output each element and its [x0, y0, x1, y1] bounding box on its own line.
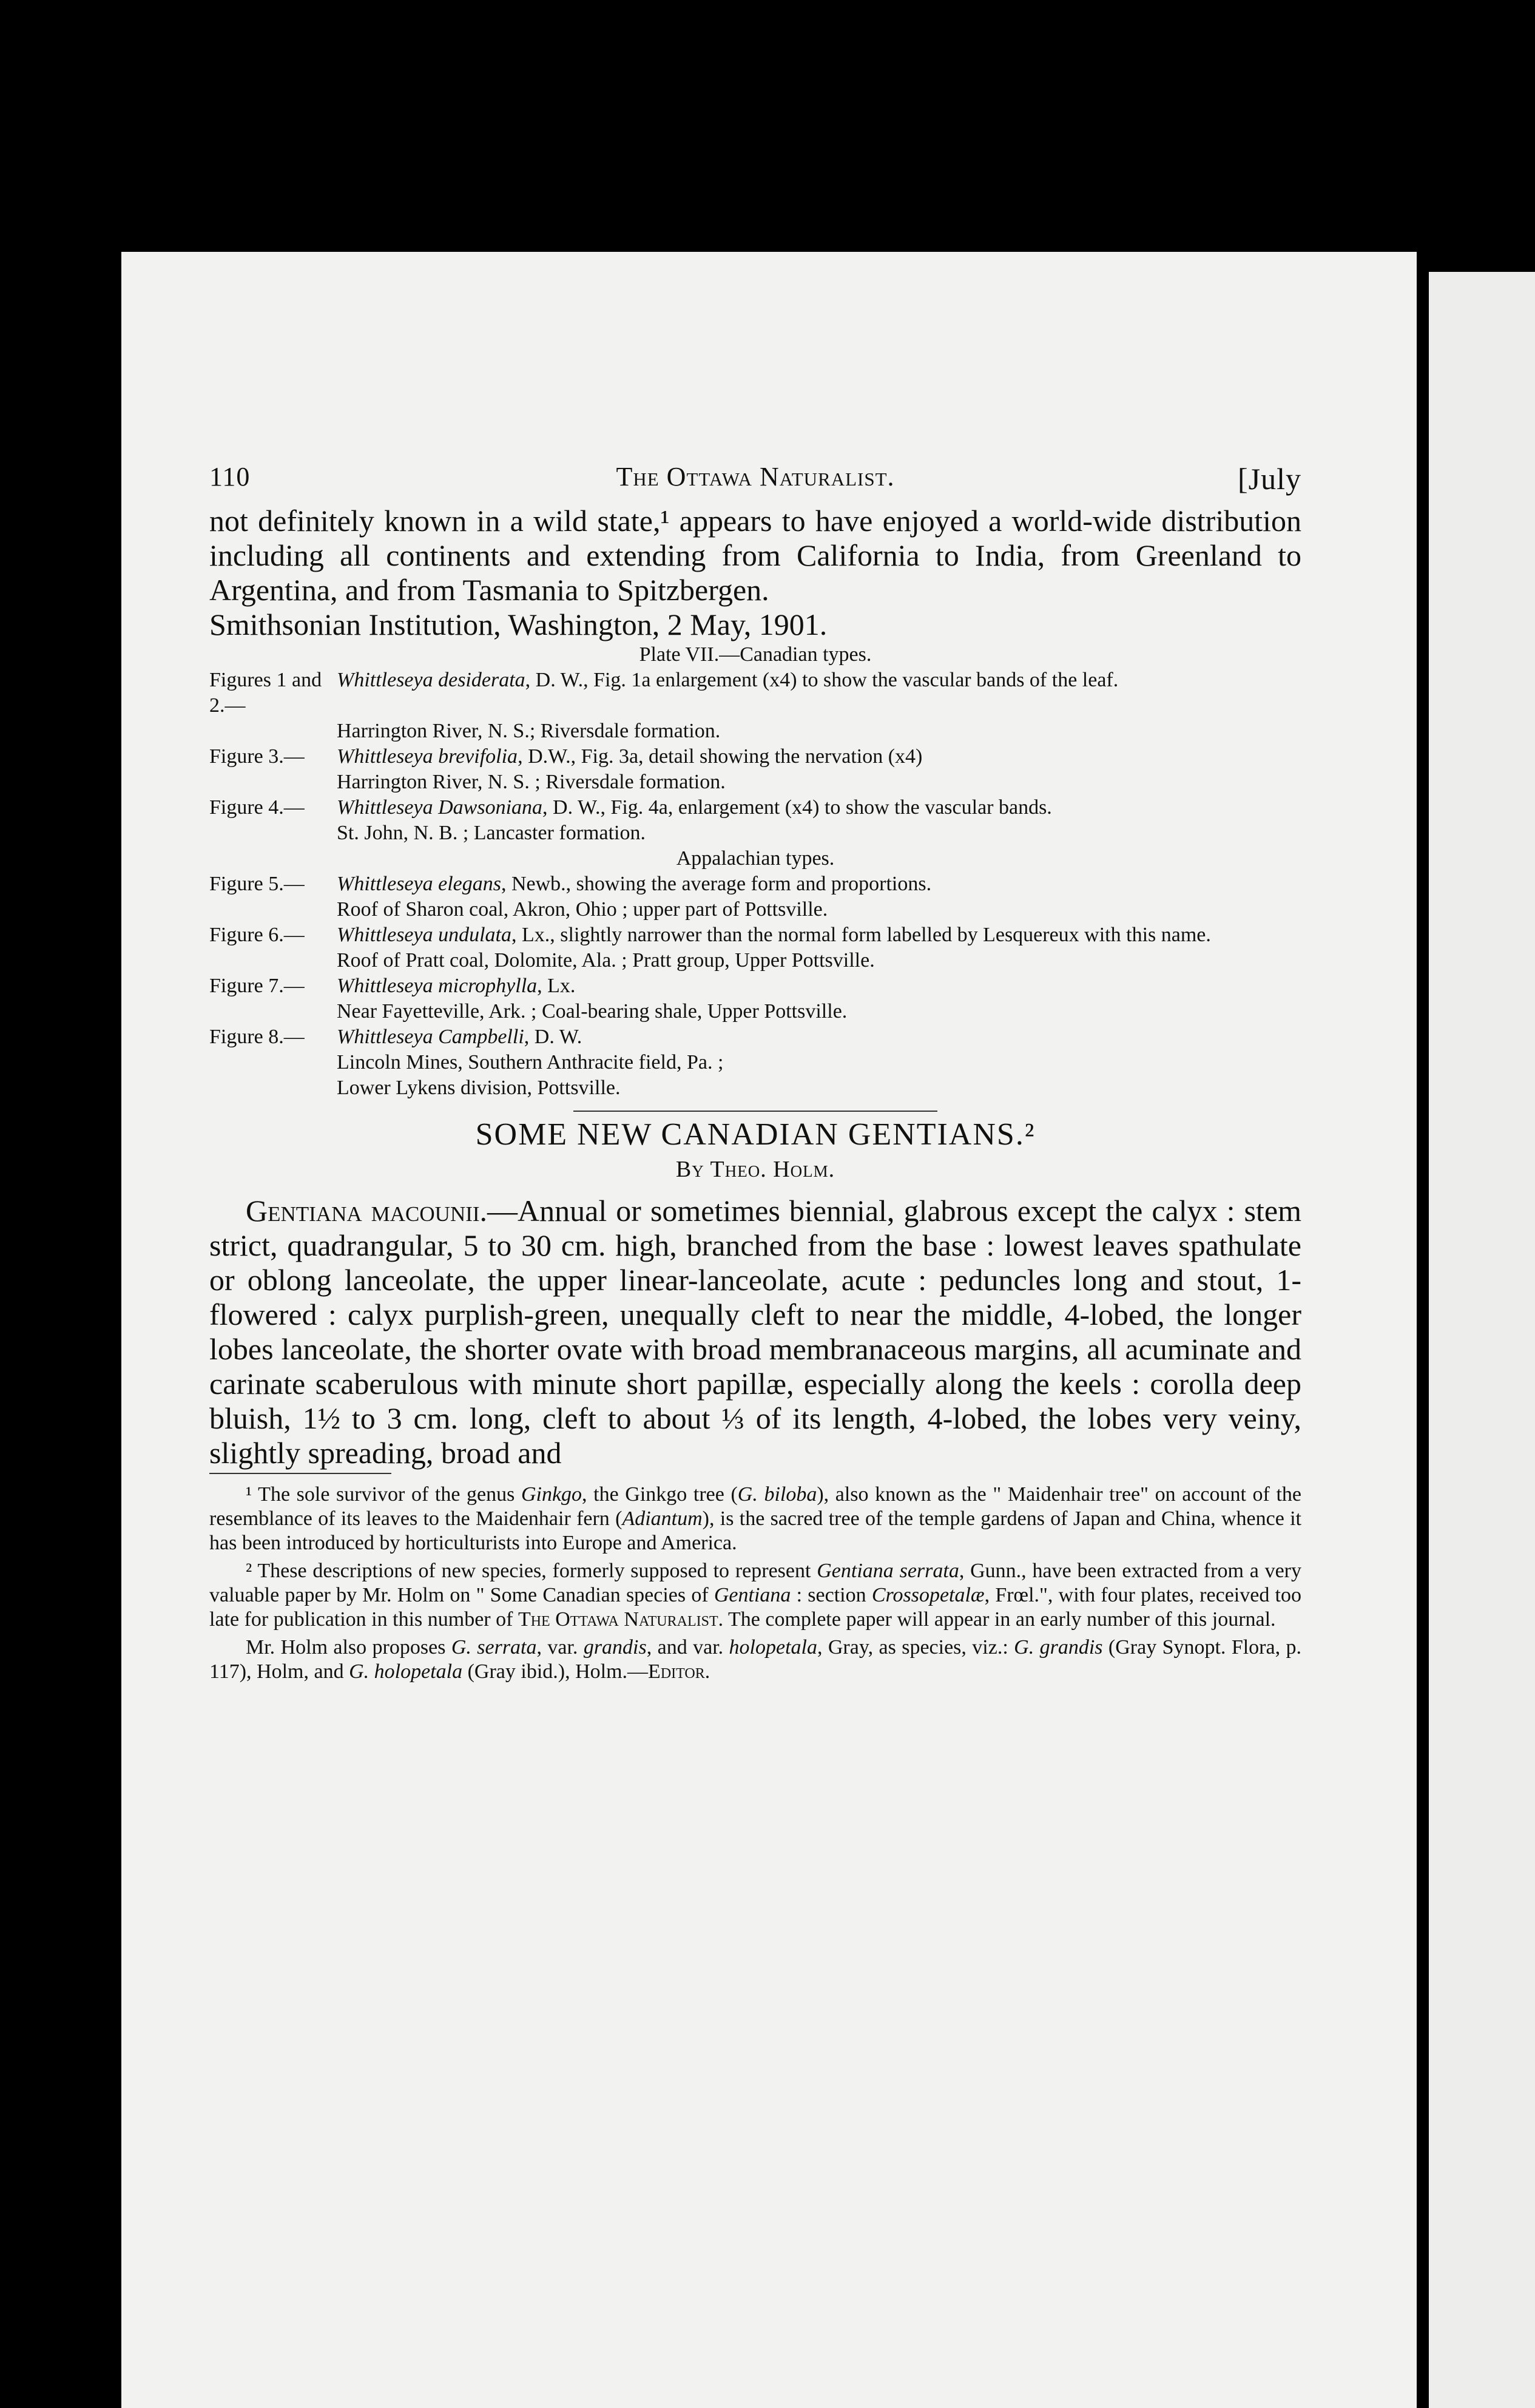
figure-entry: [209, 1024, 1301, 1050]
plate-title: Plate VII.—Canadian types.: [639, 643, 872, 666]
species-name: Whittleseya microphylla: [337, 975, 538, 997]
species-name: Whittleseya Campbelli: [337, 1026, 524, 1048]
footnote-2: ² These descriptions of new species, formerly supposed to represent Gentiana serrata, Gunn., have been extracted from a very valuable paper by Mr. Holm on " Some Canadian species of Gentiana : section Crossopetalæ, Frœl.", with four plates, received too late for publication in this number of The Ottawa Naturalist. The complete paper will appear in an early number of this journal.: [209, 1560, 1302, 1631]
figure-description: , Lx., slightly narrower than the normal form labelled by Lesquereux with this name.: [511, 924, 1211, 946]
figure-label: Figures 1 and 2.—: [209, 669, 322, 717]
page-number: 110: [209, 462, 251, 492]
figure-entry: [209, 871, 1301, 897]
plate-explanation: [209, 642, 1301, 1101]
article-byline: By Theo. Holm.: [675, 1157, 835, 1182]
species-name: Whittleseya elegans: [337, 873, 501, 895]
appalachian-title: Appalachian types.: [676, 847, 835, 870]
journal-title: The Ottawa Naturalist.: [616, 462, 895, 492]
footnote-1: ¹ The sole survivor of the genus Ginkgo, the Ginkgo tree (G. biloba), also known as the " Maidenhair tree" on account of the resemblance of its leaves to the Maidenhair fern (Adiantum), is the sacred tree of the temple gardens of Japan and China, whence it has been introduced by horticulturists into Europe and America.: [209, 1483, 1302, 1554]
figure-label: Figure 5.—: [209, 873, 305, 895]
footnote-divider: [209, 1473, 391, 1474]
page-content: [209, 461, 1301, 1688]
figure-locality: Harrington River, N. S.; Riversdale formation.: [337, 720, 721, 742]
adjacent-page-edge: [1429, 272, 1535, 2408]
running-header: [209, 461, 1301, 504]
species-name: Whittleseya undulata: [337, 924, 512, 946]
figure-locality: Near Fayetteville, Ark. ; Coal-bearing shale, Upper Pottsville.: [337, 1000, 848, 1023]
figure-description: , Lx.: [537, 975, 576, 997]
figure-entry: [209, 668, 1301, 719]
figure-entry: [209, 795, 1301, 820]
footnotes: [209, 1483, 1301, 1684]
figure-locality: Harrington River, N. S. ; Riversdale formation.: [337, 771, 726, 793]
article-paragraph: [209, 1194, 1301, 1470]
figure-label: Figure 8.—: [209, 1026, 305, 1048]
figure-locality: St. John, N. B. ; Lancaster formation.: [337, 822, 646, 844]
figure-label: Figure 7.—: [209, 975, 305, 997]
figure-description: , Newb., showing the average form and proportions.: [501, 873, 932, 895]
footnote-3: Mr. Holm also proposes G. serrata, var. grandis, and var. holopetala, Gray, as species, viz.: G. grandis (Gray Synopt. Flora, p. 117), Holm, and G. holopetala (Gray ibid.), Holm.—Editor.: [209, 1636, 1301, 1683]
species-heading: Gentiana macounii.: [246, 1194, 488, 1228]
figure-label: Figure 6.—: [209, 924, 305, 946]
figure-description: , D.W., Fig. 3a, detail showing the nervation (x4): [518, 745, 923, 768]
issue-month: [July: [1238, 462, 1301, 496]
figure-locality: Lincoln Mines, Southern Anthracite field, Pa. ;: [337, 1051, 724, 1074]
section-divider: [573, 1111, 937, 1112]
signature-line: Smithsonian Institution, Washington, 2 May, 1901.: [209, 607, 828, 641]
figure-description: , D. W., Fig. 4a, enlargement (x4) to show the vascular bands.: [542, 796, 1052, 819]
figure-entry: [209, 973, 1301, 999]
figure-label: Figure 3.—: [209, 745, 305, 768]
figure-description: , D. W.: [524, 1026, 582, 1048]
figure-label: Figure 4.—: [209, 796, 305, 819]
species-description: —Annual or sometimes biennial, glabrous except the calyx : stem strict, quadrangular, 5 to 30 cm. high, branched from the base : lowest leaves spathulate or oblong lanceolate, the upper linear-lanceolate, acute : peduncles long and stout, 1-flowered : calyx purplish-green, unequally cleft to near the middle, 4-lobed, the longer lobes lanceolate, the shorter ovate with broad membranaceous margins, all acuminate and carinate scaberulous with minute short papillæ, especially along the keels : corolla deep bluish, 1½ to 3 cm. long, cleft to about ⅓ of its length, 4-lobed, the lobes very veiny, slightly spreading, broad and: [209, 1194, 1301, 1470]
figure-locality: Roof of Pratt coal, Dolomite, Ala. ; Pratt group, Upper Pottsville.: [337, 949, 875, 972]
figure-description: , D. W., Fig. 1a enlargement (x4) to show the vascular bands of the leaf.: [525, 669, 1119, 691]
figure-locality: Roof of Sharon coal, Akron, Ohio ; upper part of Pottsville.: [337, 898, 828, 921]
figure-entry: [209, 922, 1301, 948]
species-name: Whittleseya desiderata: [337, 669, 525, 691]
figure-locality: Lower Lykens division, Pottsville.: [337, 1077, 621, 1099]
species-name: Whittleseya Dawsoniana: [337, 796, 543, 819]
species-name: Whittleseya brevifolia: [337, 745, 518, 768]
figure-entry: [209, 744, 1301, 769]
article-title: SOME NEW CANADIAN GENTIANS.²: [475, 1117, 1036, 1152]
intro-paragraph: not definitely known in a wild state,¹ appears to have enjoyed a world-wide distribution including all continents and extending from California to India, from Greenland to Argentina, and from Tasmania to Spitzbergen.: [209, 504, 1301, 607]
